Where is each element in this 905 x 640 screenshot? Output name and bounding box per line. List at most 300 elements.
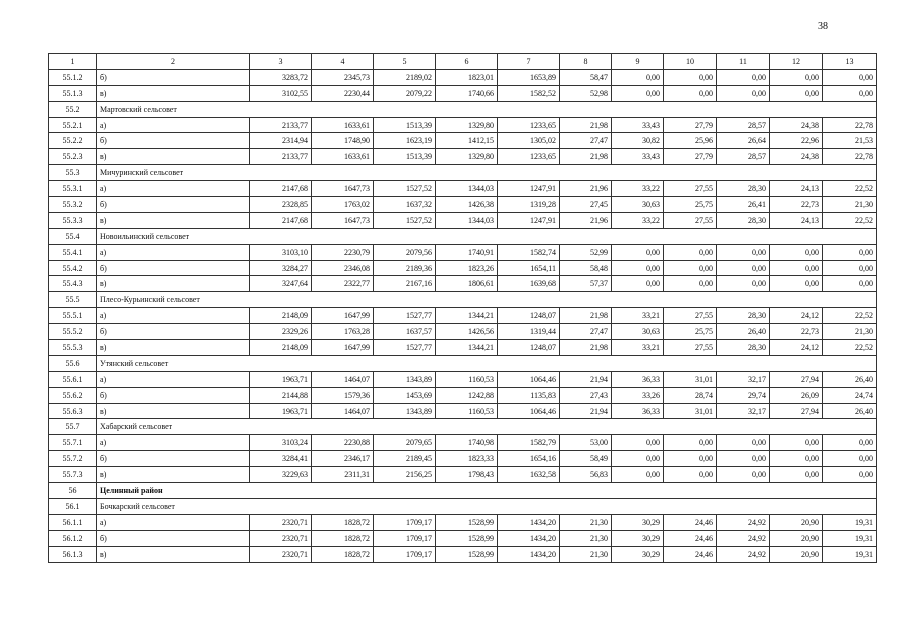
value-cell: 0,00 <box>664 435 717 451</box>
table-row <box>49 212 877 228</box>
value-cell: 1823,33 <box>436 451 498 467</box>
value-cell: 0,00 <box>770 69 823 85</box>
value-cell: 26,40 <box>823 403 877 419</box>
table-row <box>49 530 877 546</box>
value-cell: 24,46 <box>664 530 717 546</box>
value-cell: 53,00 <box>560 435 612 451</box>
value-cell: 2147,68 <box>250 212 312 228</box>
row-letter: б) <box>97 451 250 467</box>
value-cell: 1963,71 <box>250 403 312 419</box>
row-letter: а) <box>97 181 250 197</box>
value-cell: 2320,71 <box>250 514 312 530</box>
value-cell: 0,00 <box>823 435 877 451</box>
value-cell: 0,00 <box>612 451 664 467</box>
value-cell: 2320,71 <box>250 546 312 562</box>
value-cell: 20,90 <box>770 546 823 562</box>
section-header-row <box>49 498 877 514</box>
row-letter: а) <box>97 244 250 260</box>
value-cell: 31,01 <box>664 371 717 387</box>
row-letter: а) <box>97 117 250 133</box>
value-cell: 1740,91 <box>436 244 498 260</box>
row-letter: б) <box>97 260 250 276</box>
value-cell: 1248,07 <box>498 308 560 324</box>
header-row <box>49 54 877 70</box>
row-id: 55.5 <box>49 292 97 308</box>
value-cell: 1527,77 <box>374 340 436 356</box>
row-id: 55.1.2 <box>49 69 97 85</box>
column-header: 6 <box>436 54 498 70</box>
value-cell: 1709,17 <box>374 546 436 562</box>
value-cell: 1242,88 <box>436 387 498 403</box>
value-cell: 25,96 <box>664 133 717 149</box>
value-cell: 2320,71 <box>250 530 312 546</box>
value-cell: 22,73 <box>770 197 823 213</box>
value-cell: 0,00 <box>823 244 877 260</box>
column-header: 8 <box>560 54 612 70</box>
value-cell: 28,30 <box>717 181 770 197</box>
value-cell: 0,00 <box>770 85 823 101</box>
value-cell: 30,63 <box>612 324 664 340</box>
value-cell: 29,74 <box>717 387 770 403</box>
value-cell: 2230,88 <box>312 435 374 451</box>
row-id: 55.5.1 <box>49 308 97 324</box>
value-cell: 0,00 <box>717 276 770 292</box>
value-cell: 33,21 <box>612 308 664 324</box>
row-id: 55.5.2 <box>49 324 97 340</box>
value-cell: 22,52 <box>823 212 877 228</box>
value-cell: 24,38 <box>770 117 823 133</box>
table-row <box>49 546 877 562</box>
value-cell: 1329,80 <box>436 149 498 165</box>
region-title: Целинный район <box>97 483 877 499</box>
column-header: 1 <box>49 54 97 70</box>
row-id: 55.6.2 <box>49 387 97 403</box>
value-cell: 22,52 <box>823 181 877 197</box>
value-cell: 0,00 <box>717 467 770 483</box>
value-cell: 0,00 <box>717 451 770 467</box>
section-title: Новоильинский сельсовет <box>97 228 877 244</box>
row-letter: а) <box>97 308 250 324</box>
value-cell: 26,64 <box>717 133 770 149</box>
value-cell: 2133,77 <box>250 117 312 133</box>
table-row <box>49 403 877 419</box>
value-cell: 21,96 <box>560 181 612 197</box>
row-id: 55.4.3 <box>49 276 97 292</box>
value-cell: 28,30 <box>717 340 770 356</box>
value-cell: 58,48 <box>560 260 612 276</box>
value-cell: 21,30 <box>823 197 877 213</box>
value-cell: 24,38 <box>770 149 823 165</box>
value-cell: 24,74 <box>823 387 877 403</box>
value-cell: 21,98 <box>560 149 612 165</box>
value-cell: 0,00 <box>664 276 717 292</box>
table-row <box>49 197 877 213</box>
value-cell: 2189,02 <box>374 69 436 85</box>
value-cell: 0,00 <box>770 276 823 292</box>
value-cell: 52,98 <box>560 85 612 101</box>
value-cell: 27,47 <box>560 133 612 149</box>
value-cell: 1426,56 <box>436 324 498 340</box>
value-cell: 30,82 <box>612 133 664 149</box>
table-row <box>49 324 877 340</box>
value-cell: 3284,27 <box>250 260 312 276</box>
value-cell: 24,12 <box>770 340 823 356</box>
row-id: 55.3.1 <box>49 181 97 197</box>
table-row <box>49 260 877 276</box>
value-cell: 0,00 <box>612 244 664 260</box>
value-cell: 24,92 <box>717 514 770 530</box>
value-cell: 2189,45 <box>374 451 436 467</box>
row-id: 55.4.2 <box>49 260 97 276</box>
value-cell: 30,29 <box>612 546 664 562</box>
value-cell: 26,09 <box>770 387 823 403</box>
value-cell: 33,26 <box>612 387 664 403</box>
value-cell: 1740,66 <box>436 85 498 101</box>
value-cell: 28,30 <box>717 212 770 228</box>
value-cell: 1823,26 <box>436 260 498 276</box>
row-id: 56.1.3 <box>49 546 97 562</box>
column-header: 2 <box>97 54 250 70</box>
row-id: 55.2.3 <box>49 149 97 165</box>
value-cell: 21,30 <box>560 546 612 562</box>
value-cell: 0,00 <box>770 244 823 260</box>
value-cell: 24,46 <box>664 514 717 530</box>
value-cell: 3284,41 <box>250 451 312 467</box>
value-cell: 2328,85 <box>250 197 312 213</box>
column-header: 7 <box>498 54 560 70</box>
value-cell: 0,00 <box>823 69 877 85</box>
value-cell: 1343,89 <box>374 371 436 387</box>
table-row <box>49 451 877 467</box>
value-cell: 1763,28 <box>312 324 374 340</box>
value-cell: 1513,39 <box>374 149 436 165</box>
value-cell: 0,00 <box>612 435 664 451</box>
row-id: 56 <box>49 483 97 499</box>
section-title: Мичуринский сельсовет <box>97 165 877 181</box>
section-title: Мартовский сельсовет <box>97 101 877 117</box>
value-cell: 1527,52 <box>374 181 436 197</box>
row-id: 55.2.2 <box>49 133 97 149</box>
value-cell: 26,40 <box>823 371 877 387</box>
value-cell: 22,73 <box>770 324 823 340</box>
row-letter: а) <box>97 514 250 530</box>
value-cell: 3102,55 <box>250 85 312 101</box>
value-cell: 1647,73 <box>312 212 374 228</box>
value-cell: 24,92 <box>717 546 770 562</box>
value-cell: 58,49 <box>560 451 612 467</box>
value-cell: 1434,20 <box>498 546 560 562</box>
value-cell: 2345,73 <box>312 69 374 85</box>
value-cell: 1647,99 <box>312 340 374 356</box>
value-cell: 56,83 <box>560 467 612 483</box>
value-cell: 1453,69 <box>374 387 436 403</box>
column-header: 10 <box>664 54 717 70</box>
row-id: 55.7.2 <box>49 451 97 467</box>
value-cell: 1828,72 <box>312 514 374 530</box>
value-cell: 22,96 <box>770 133 823 149</box>
table-body <box>49 54 877 563</box>
row-letter: б) <box>97 197 250 213</box>
row-id: 55.2.1 <box>49 117 97 133</box>
value-cell: 27,94 <box>770 371 823 387</box>
section-title: Утянский сельсовет <box>97 355 877 371</box>
table-row <box>49 387 877 403</box>
value-cell: 1647,73 <box>312 181 374 197</box>
value-cell: 1763,02 <box>312 197 374 213</box>
value-cell: 1305,02 <box>498 133 560 149</box>
value-cell: 52,99 <box>560 244 612 260</box>
value-cell: 25,75 <box>664 197 717 213</box>
table-row <box>49 308 877 324</box>
value-cell: 1582,79 <box>498 435 560 451</box>
table-row <box>49 467 877 483</box>
value-cell: 28,57 <box>717 117 770 133</box>
value-cell: 0,00 <box>612 467 664 483</box>
section-title: Хабарский сельсовет <box>97 419 877 435</box>
value-cell: 1329,80 <box>436 117 498 133</box>
value-cell: 21,94 <box>560 371 612 387</box>
value-cell: 32,17 <box>717 371 770 387</box>
value-cell: 0,00 <box>823 451 877 467</box>
value-cell: 21,98 <box>560 340 612 356</box>
value-cell: 24,13 <box>770 212 823 228</box>
row-id: 56.1.1 <box>49 514 97 530</box>
row-letter: в) <box>97 85 250 101</box>
value-cell: 2148,09 <box>250 308 312 324</box>
value-cell: 1647,99 <box>312 308 374 324</box>
page-number: 38 <box>818 21 828 32</box>
value-cell: 26,40 <box>717 324 770 340</box>
row-id: 55.4.1 <box>49 244 97 260</box>
value-cell: 0,00 <box>717 244 770 260</box>
table-row <box>49 514 877 530</box>
value-cell: 0,00 <box>770 435 823 451</box>
value-cell: 2156,25 <box>374 467 436 483</box>
value-cell: 33,22 <box>612 212 664 228</box>
value-cell: 1434,20 <box>498 530 560 546</box>
value-cell: 27,79 <box>664 149 717 165</box>
value-cell: 1654,11 <box>498 260 560 276</box>
value-cell: 1248,07 <box>498 340 560 356</box>
row-id: 55.1.3 <box>49 85 97 101</box>
value-cell: 1412,15 <box>436 133 498 149</box>
value-cell: 0,00 <box>717 435 770 451</box>
value-cell: 58,47 <box>560 69 612 85</box>
value-cell: 1528,99 <box>436 514 498 530</box>
value-cell: 0,00 <box>823 85 877 101</box>
value-cell: 1828,72 <box>312 530 374 546</box>
value-cell: 2079,56 <box>374 244 436 260</box>
value-cell: 2133,77 <box>250 149 312 165</box>
value-cell: 27,55 <box>664 308 717 324</box>
section-header-row <box>49 419 877 435</box>
table-row <box>49 371 877 387</box>
value-cell: 1319,44 <box>498 324 560 340</box>
value-cell: 1233,65 <box>498 149 560 165</box>
value-cell: 1319,28 <box>498 197 560 213</box>
value-cell: 21,30 <box>560 530 612 546</box>
value-cell: 2346,08 <box>312 260 374 276</box>
value-cell: 1160,53 <box>436 371 498 387</box>
value-cell: 1623,19 <box>374 133 436 149</box>
value-cell: 0,00 <box>664 467 717 483</box>
value-cell: 1233,65 <box>498 117 560 133</box>
value-cell: 2079,65 <box>374 435 436 451</box>
value-cell: 0,00 <box>612 85 664 101</box>
row-letter: в) <box>97 276 250 292</box>
column-header: 12 <box>770 54 823 70</box>
value-cell: 27,55 <box>664 181 717 197</box>
row-id: 55.5.3 <box>49 340 97 356</box>
value-cell: 0,00 <box>823 260 877 276</box>
section-header-row <box>49 292 877 308</box>
value-cell: 1528,99 <box>436 530 498 546</box>
value-cell: 21,98 <box>560 308 612 324</box>
value-cell: 3103,24 <box>250 435 312 451</box>
section-title: Бочкарский сельсовет <box>97 498 877 514</box>
value-cell: 0,00 <box>612 260 664 276</box>
value-cell: 1527,77 <box>374 308 436 324</box>
value-cell: 1344,21 <box>436 308 498 324</box>
row-letter: в) <box>97 212 250 228</box>
value-cell: 28,30 <box>717 308 770 324</box>
value-cell: 21,96 <box>560 212 612 228</box>
value-cell: 0,00 <box>664 260 717 276</box>
data-table <box>48 53 877 563</box>
region-header-row <box>49 483 877 499</box>
table-row <box>49 276 877 292</box>
row-letter: в) <box>97 546 250 562</box>
value-cell: 22,78 <box>823 149 877 165</box>
value-cell: 2147,68 <box>250 181 312 197</box>
value-cell: 1582,74 <box>498 244 560 260</box>
value-cell: 1247,91 <box>498 212 560 228</box>
row-id: 55.7 <box>49 419 97 435</box>
table-row <box>49 117 877 133</box>
column-header: 4 <box>312 54 374 70</box>
value-cell: 27,47 <box>560 324 612 340</box>
value-cell: 1160,53 <box>436 403 498 419</box>
section-header-row <box>49 101 877 117</box>
row-letter: б) <box>97 133 250 149</box>
value-cell: 1637,57 <box>374 324 436 340</box>
value-cell: 20,90 <box>770 530 823 546</box>
value-cell: 1434,20 <box>498 514 560 530</box>
value-cell: 22,52 <box>823 340 877 356</box>
value-cell: 1343,89 <box>374 403 436 419</box>
value-cell: 2346,17 <box>312 451 374 467</box>
value-cell: 1344,03 <box>436 212 498 228</box>
row-id: 55.2 <box>49 101 97 117</box>
value-cell: 2167,16 <box>374 276 436 292</box>
value-cell: 57,37 <box>560 276 612 292</box>
value-cell: 1064,46 <box>498 403 560 419</box>
row-letter: б) <box>97 530 250 546</box>
row-letter: б) <box>97 69 250 85</box>
value-cell: 1963,71 <box>250 371 312 387</box>
value-cell: 0,00 <box>717 260 770 276</box>
row-letter: а) <box>97 371 250 387</box>
value-cell: 27,55 <box>664 212 717 228</box>
value-cell: 24,12 <box>770 308 823 324</box>
value-cell: 1135,83 <box>498 387 560 403</box>
value-cell: 1637,32 <box>374 197 436 213</box>
row-id: 55.3.2 <box>49 197 97 213</box>
value-cell: 1344,21 <box>436 340 498 356</box>
row-id: 55.6.1 <box>49 371 97 387</box>
section-header-row <box>49 228 877 244</box>
value-cell: 33,43 <box>612 149 664 165</box>
value-cell: 1426,38 <box>436 197 498 213</box>
value-cell: 32,17 <box>717 403 770 419</box>
row-letter: в) <box>97 149 250 165</box>
column-header: 9 <box>612 54 664 70</box>
value-cell: 0,00 <box>823 276 877 292</box>
value-cell: 28,57 <box>717 149 770 165</box>
value-cell: 3247,64 <box>250 276 312 292</box>
section-header-row <box>49 165 877 181</box>
value-cell: 20,90 <box>770 514 823 530</box>
table-row <box>49 181 877 197</box>
value-cell: 2314,94 <box>250 133 312 149</box>
value-cell: 1740,98 <box>436 435 498 451</box>
value-cell: 30,29 <box>612 514 664 530</box>
value-cell: 31,01 <box>664 403 717 419</box>
value-cell: 1344,03 <box>436 181 498 197</box>
value-cell: 1528,99 <box>436 546 498 562</box>
value-cell: 0,00 <box>717 85 770 101</box>
value-cell: 22,78 <box>823 117 877 133</box>
row-id: 56.1 <box>49 498 97 514</box>
value-cell: 1653,89 <box>498 69 560 85</box>
value-cell: 36,33 <box>612 403 664 419</box>
column-header: 11 <box>717 54 770 70</box>
value-cell: 2144,88 <box>250 387 312 403</box>
value-cell: 21,30 <box>560 514 612 530</box>
value-cell: 22,52 <box>823 308 877 324</box>
value-cell: 0,00 <box>770 260 823 276</box>
value-cell: 0,00 <box>664 69 717 85</box>
value-cell: 1632,58 <box>498 467 560 483</box>
value-cell: 1709,17 <box>374 514 436 530</box>
value-cell: 27,55 <box>664 340 717 356</box>
column-header: 3 <box>250 54 312 70</box>
value-cell: 2079,22 <box>374 85 436 101</box>
value-cell: 30,63 <box>612 197 664 213</box>
value-cell: 33,43 <box>612 117 664 133</box>
table-row <box>49 69 877 85</box>
value-cell: 33,21 <box>612 340 664 356</box>
value-cell: 1633,61 <box>312 149 374 165</box>
value-cell: 1633,61 <box>312 117 374 133</box>
value-cell: 1798,43 <box>436 467 498 483</box>
row-letter: а) <box>97 435 250 451</box>
value-cell: 25,75 <box>664 324 717 340</box>
value-cell: 1247,91 <box>498 181 560 197</box>
value-cell: 1654,16 <box>498 451 560 467</box>
value-cell: 0,00 <box>664 244 717 260</box>
table-row <box>49 340 877 356</box>
value-cell: 26,41 <box>717 197 770 213</box>
table-row <box>49 85 877 101</box>
value-cell: 1064,46 <box>498 371 560 387</box>
value-cell: 0,00 <box>664 85 717 101</box>
value-cell: 21,30 <box>823 324 877 340</box>
value-cell: 33,22 <box>612 181 664 197</box>
value-cell: 1639,68 <box>498 276 560 292</box>
value-cell: 1709,17 <box>374 530 436 546</box>
value-cell: 1823,01 <box>436 69 498 85</box>
